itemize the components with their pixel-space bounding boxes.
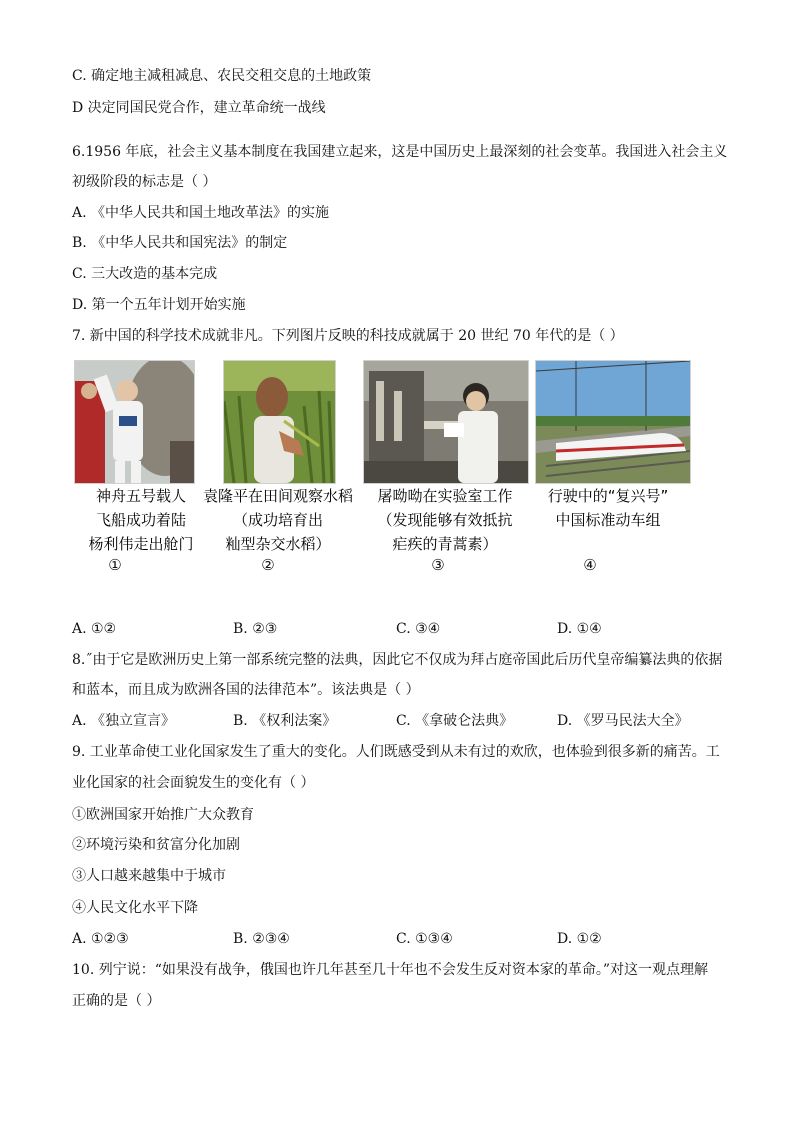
option-prev-d: D 决定同国民党合作，建立革命统一战线: [72, 100, 326, 116]
picture-number-2: ②: [261, 556, 275, 574]
question-7-option-d: D. ①④: [557, 621, 602, 637]
caption-line: 袁隆平在田间观察水稻: [202, 487, 353, 505]
caption-line: 神舟五号载人: [95, 487, 186, 505]
question-8-option-c: C. 《拿破仑法典》: [396, 713, 514, 729]
photo-rice-field: [223, 360, 336, 484]
caption-picture-4: [534, 484, 682, 532]
caption-line: （发现能够有效抵抗: [377, 511, 513, 529]
question-8-option-a: A. 《独立宣言》: [72, 713, 176, 729]
question-9-item-2: ②环境污染和贫富分化加剧: [72, 837, 240, 853]
question-8-option-b: B. 《权利法案》: [233, 713, 337, 729]
caption-picture-2: [192, 484, 364, 556]
question-6-option-c: C. 三大改造的基本完成: [72, 266, 218, 282]
photo-laboratory: [363, 360, 529, 484]
caption-line: 籼型杂交水稻）: [225, 535, 331, 553]
question-6-stem-line-2: 初级阶段的标志是（ ）: [72, 174, 217, 190]
question-7-option-b: B. ②③: [233, 621, 278, 637]
question-10-stem-line-1: 10. 列宁说：“如果没有战争，俄国也许几年甚至几十年也不会发生反对资本家的革命。”对这一观点理解: [72, 962, 709, 978]
caption-picture-3: [366, 484, 524, 556]
caption-line: 行驶中的“复兴号”: [547, 487, 669, 505]
photo-bullet-train: [535, 360, 691, 484]
caption-line: （成功培育出: [232, 511, 323, 529]
question-6-option-b: B. 《中华人民共和国宪法》的制定: [72, 235, 288, 251]
question-8-stem-line-2: 和蓝本，而且成为欧洲各国的法律范本”。该法典是（ ）: [72, 682, 420, 698]
question-9-item-3: ③人口越来越集中于城市: [72, 868, 226, 884]
question-10-stem-line-2: 正确的是（ ）: [72, 993, 161, 1009]
question-9-option-a: A. ①②③: [72, 931, 129, 947]
question-6-option-d: D. 第一个五年计划开始实施: [72, 297, 246, 313]
caption-line: 杨利伟走出舱门: [88, 535, 194, 553]
question-7-stem: 7. 新中国的科学技术成就非凡。下列图片反映的科技成就属于 20 世纪 70 年代的是（ ）: [72, 328, 624, 344]
question-9-option-d: D. ①②: [557, 931, 602, 947]
question-6-option-a: A. 《中华人民共和国土地改革法》的实施: [72, 205, 330, 221]
option-prev-c: C. 确定地主减租减息、农民交租交息的土地政策: [72, 68, 372, 84]
picture-number-3: ③: [431, 556, 445, 574]
question-8-option-d: D. 《罗马民法大全》: [557, 713, 689, 729]
question-7-option-c: C. ③④: [396, 621, 441, 637]
caption-line: 中国标准动车组: [555, 511, 661, 529]
picture-number-4: ④: [583, 556, 597, 574]
question-6-stem-line-1: 6.1956 年底，社会主义基本制度在我国建立起来，这是中国历史上最深刻的社会变革。我国进入社会主义: [72, 144, 728, 160]
picture-number-1: ①: [108, 556, 122, 574]
question-7-option-a: A. ①②: [72, 621, 117, 637]
question-9-item-4: ④人民文化水平下降: [72, 900, 198, 916]
caption-line: 屠呦呦在实验室工作: [377, 487, 513, 505]
question-9-option-b: B. ②③④: [233, 931, 290, 947]
question-9-option-c: C. ①③④: [396, 931, 453, 947]
caption-line: 疟疾的青蒿素）: [392, 535, 498, 553]
caption-line: 飞船成功着陆: [95, 511, 186, 529]
question-9-item-1: ①欧洲国家开始推广大众教育: [72, 807, 254, 823]
caption-picture-1: [76, 484, 206, 556]
photo-astronaut: [74, 360, 195, 484]
question-9-stem-line-2: 业化国家的社会面貌发生的变化有（ ）: [72, 775, 315, 791]
question-9-stem-line-1: 9. 工业革命使工业化国家发生了重大的变化。人们既感受到从未有过的欢欣，也体验到很多新的痛苦。工: [72, 744, 720, 760]
question-8-stem-line-1: 8.˝由于它是欧洲历史上第一部系统完整的法典，因此它不仅成为拜占庭帝国此后历代皇帝编纂法典的依据: [72, 652, 723, 668]
